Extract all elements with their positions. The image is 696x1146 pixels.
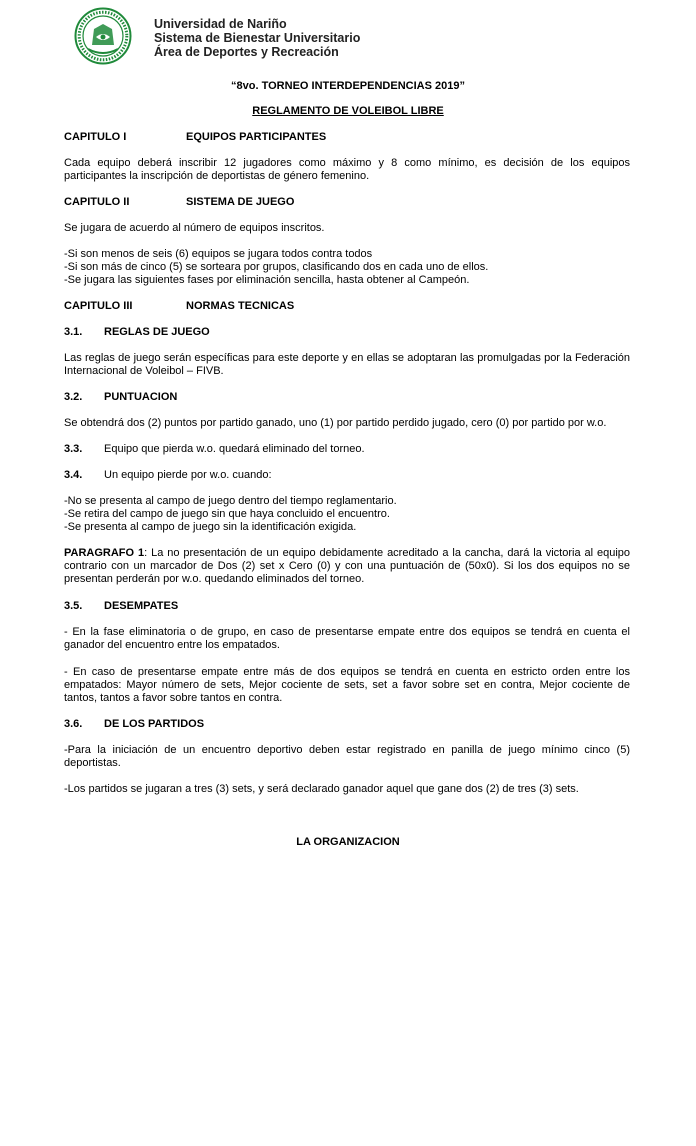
chapter-3-label: CAPITULO III	[64, 300, 133, 312]
section-3-2-number: 3.2.	[64, 391, 83, 403]
section-3-3-number: 3.3.	[64, 443, 83, 455]
header-line-system: Sistema de Bienestar Universitario	[154, 31, 361, 45]
paragrafo-1-text: : La no presentación de un equipo debidamente acreditado a la cancha, dará la victoria al equipo contrario con un marcador de Dos (2) set x Cero (0) y con una puntuación de (50x0). Si los dos equipos no se presentan perderán por w.o. quedando eliminados del torneo.	[64, 547, 630, 585]
chapter-1-name: EQUIPOS PARTICIPANTES	[186, 131, 327, 143]
section-3-6-paragraph-2: -Los partidos se jugaran a tres (3) sets, y será declarado ganador aquel que gane dos (2) de tres (3) sets.	[64, 783, 579, 795]
header-line-area: Área de Deportes y Recreación	[154, 45, 339, 59]
list-item: -Se presenta al campo de juego sin la identificación exigida.	[64, 521, 357, 533]
list-item: -Si son menos de seis (6) equipos se jugara todos contra todos	[64, 248, 373, 260]
section-3-1-title: REGLAS DE JUEGO	[104, 326, 210, 338]
section-3-4-text: Un equipo pierde por w.o. cuando:	[104, 469, 272, 481]
paragrafo-1	[64, 547, 630, 586]
section-3-6-number: 3.6.	[64, 718, 83, 730]
chapter-2-label: CAPITULO II	[64, 196, 130, 208]
section-3-4-number: 3.4.	[64, 469, 83, 481]
chapter-1-label: CAPITULO I	[64, 131, 127, 143]
list-item: -Se retira del campo de juego sin que haya concluido el encuentro.	[64, 508, 390, 520]
list-item: -Si son más de cinco (5) se sorteara por grupos, clasificando dos en cada uno de ellos.	[64, 261, 489, 273]
chapter-1-text: Cada equipo deberá inscribir 12 jugadores como máximo y 8 como mínimo, es decisión de los equipos participantes la inscripción de deportistas de género femenino.	[64, 157, 630, 182]
signature-organization: LA ORGANIZACION	[296, 836, 400, 848]
section-3-2-text: Se obtendrá dos (2) puntos por partido ganado, uno (1) por partido perdido jugado, cero (0) por partido por w.o.	[64, 417, 607, 429]
section-3-1-number: 3.1.	[64, 326, 83, 338]
document-subtitle: REGLAMENTO DE VOLEIBOL LIBRE	[252, 105, 444, 117]
section-3-5-number: 3.5.	[64, 600, 83, 612]
chapter-3-name: NORMAS TECNICAS	[186, 300, 295, 312]
list-item: -Se jugara las siguientes fases por eliminación sencilla, hasta obtener al Campeón.	[64, 274, 470, 286]
section-3-6-title: DE LOS PARTIDOS	[104, 718, 205, 730]
paragrafo-1-label: PARAGRAFO 1	[64, 547, 145, 559]
chapter-2-name: SISTEMA DE JUEGO	[186, 196, 295, 208]
section-3-3-text: Equipo que pierda w.o. quedará eliminado del torneo.	[104, 443, 365, 455]
university-seal-logo	[74, 7, 132, 65]
section-3-5-title: DESEMPATES	[104, 600, 179, 612]
section-3-5-paragraph-1: - En la fase eliminatoria o de grupo, en caso de presentarse empate entre dos equipos se tendrá en cuenta el ganador del encuentro entre los empatados.	[64, 626, 630, 651]
header-line-university: Universidad de Nariño	[154, 17, 287, 31]
university-seal-icon	[74, 7, 132, 65]
list-item: -No se presenta al campo de juego dentro del tiempo reglamentario.	[64, 495, 397, 507]
section-3-2-title: PUNTUACION	[104, 391, 178, 403]
section-3-1-text: Las reglas de juego serán específicas para este deporte y en ellas se adoptaran las promulgadas por la Federación Internacional de Voleibol – FIVB.	[64, 352, 630, 377]
document-title: “8vo. TORNEO INTERDEPENDENCIAS 2019”	[231, 80, 465, 92]
section-3-6-paragraph-1: -Para la iniciación de un encuentro deportivo deben estar registrado en panilla de juego mínimo cinco (5) deportistas.	[64, 744, 630, 769]
chapter-2-intro: Se jugara de acuerdo al número de equipos inscritos.	[64, 222, 325, 234]
section-3-5-paragraph-2: - En caso de presentarse empate entre más de dos equipos se tendrá en cuenta en estricto orden entre los empatados: Mayor número de sets, Mejor cociente de sets, set a favor sobre set en contra, Mejor cociente de tantos, tantos a favor sobre tantos en contra.	[64, 666, 630, 704]
